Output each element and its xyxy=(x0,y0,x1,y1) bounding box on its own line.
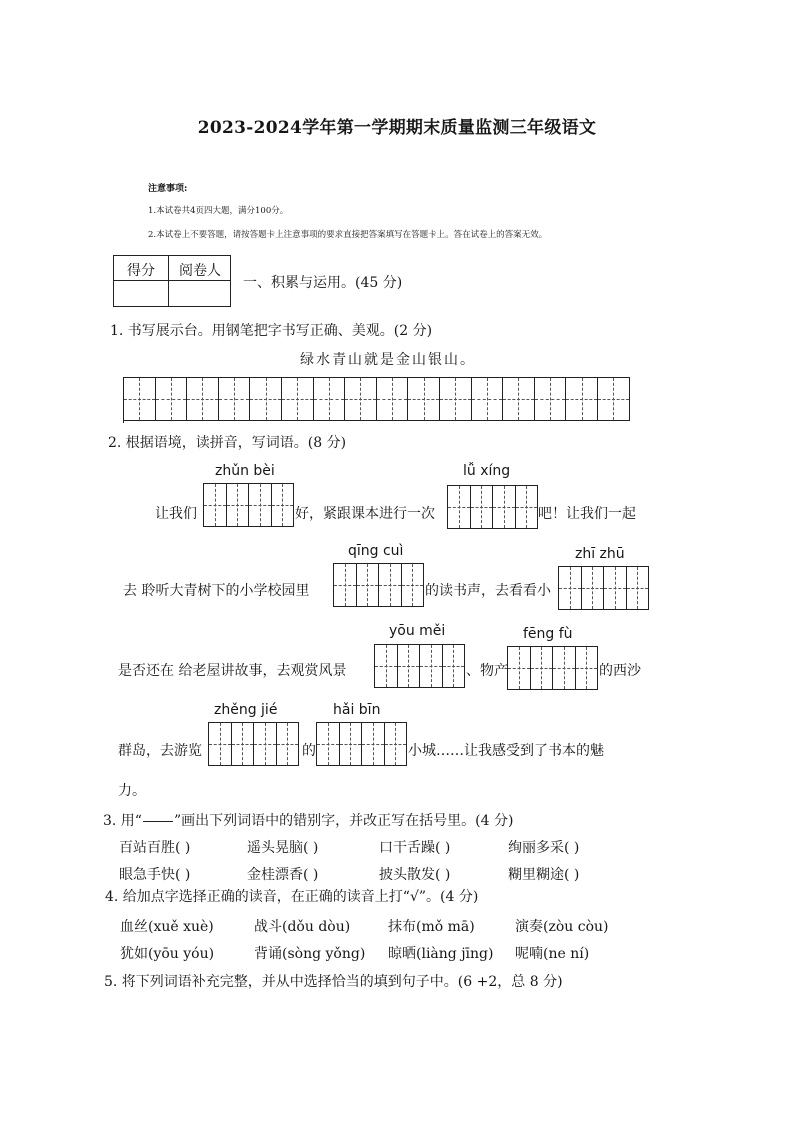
question-1: 1. 书写展示台。用钢笔把字书写正确、美观。(2 分) xyxy=(110,323,433,339)
pinyin-qingcui: qīng cuì xyxy=(348,543,404,559)
q4-item: 演奏(zòu còu) xyxy=(515,919,609,935)
pinyin-zhengjie: zhěng jié xyxy=(214,702,278,718)
answer-box-lvxing[interactable] xyxy=(447,485,538,529)
q2-line3-a: 是否还在 给老屋讲故事，去观赏风景 xyxy=(118,663,347,679)
question-5: 5. 将下列词语补充完整，并从中选择恰当的填到句子中。(6 +2，总 8 分) xyxy=(104,974,563,990)
q4-item: 呢喃(ne ní) xyxy=(515,946,590,962)
answer-box-zhizhu[interactable] xyxy=(558,566,649,610)
q2-line1-b: 好，紧跟课本进行一次 xyxy=(295,506,435,522)
writing-cell[interactable] xyxy=(345,377,377,421)
writing-cell[interactable] xyxy=(503,377,535,421)
writing-cell[interactable] xyxy=(187,377,219,421)
writing-grid[interactable] xyxy=(123,377,630,423)
writing-cell[interactable] xyxy=(156,377,188,421)
answer-box-haibin[interactable] xyxy=(316,722,407,766)
writing-cell[interactable] xyxy=(219,377,251,421)
notice-item-2: 2.本试卷上不要答题，请按答题卡上注意事项的要求直接把答案填写在答题卡上。答在试卷上的答案无效。 xyxy=(148,230,548,240)
q3-item: 糊里糊途( ) xyxy=(508,867,580,883)
q2-line4-b: 的 xyxy=(302,743,316,759)
q2-line5: 力。 xyxy=(118,783,146,799)
pinyin-zhunbei: zhǔn bèi xyxy=(215,463,275,479)
q3-item: 金桂漂香( ) xyxy=(247,867,319,883)
score-label: 得分 xyxy=(127,263,155,279)
q2-line2-b: 的读书声，去看看小 xyxy=(425,583,551,599)
question-2: 2. 根据语境，读拼音，写词语。(8 分) xyxy=(108,435,347,451)
q3-item: 百站百胜( ) xyxy=(119,840,191,856)
writing-cell[interactable] xyxy=(408,377,440,421)
writing-cell[interactable] xyxy=(566,377,598,421)
q2-line4-a: 群岛，去游览 xyxy=(118,743,202,759)
writing-cell[interactable] xyxy=(535,377,567,421)
q3-item: 眼急手快( ) xyxy=(119,867,191,883)
writing-cell[interactable] xyxy=(250,377,282,421)
q2-line3-c: 的西沙 xyxy=(599,663,641,679)
q4-item: 背诵(sòng yǒng) xyxy=(254,946,366,962)
q3-item: 绚丽多采( ) xyxy=(508,840,580,856)
pinyin-lvxing: lǚ xíng xyxy=(463,463,511,479)
grader-label: 阅卷人 xyxy=(179,263,221,279)
writing-cell[interactable] xyxy=(314,377,346,421)
answer-box-fengfu[interactable] xyxy=(507,646,598,690)
answer-box-zhunbei[interactable] xyxy=(203,483,294,527)
q2-line4-c: 小城……让我感受到了书本的魅 xyxy=(408,743,604,759)
q4-item: 战斗(dǒu dòu) xyxy=(254,919,351,935)
question-3 xyxy=(103,810,513,830)
q3-item: 口干舌躁( ) xyxy=(379,840,451,856)
writing-cell[interactable] xyxy=(124,377,156,421)
section-heading: 一、积累与运用。(45 分) xyxy=(243,275,403,291)
answer-box-qingcui[interactable] xyxy=(333,563,424,607)
pinyin-haibin: hǎi bīn xyxy=(333,702,381,718)
writing-cell[interactable] xyxy=(282,377,314,421)
q3-item: 披头散发( ) xyxy=(379,867,451,883)
writing-cell[interactable] xyxy=(377,377,409,421)
q4-item: 犹如(yōu yóu) xyxy=(120,946,215,962)
q2-line1-c: 吧！让我们一起 xyxy=(538,506,636,522)
pinyin-zhizhu: zhī zhū xyxy=(575,546,625,562)
notice-item-1: 1.本试卷共4页四大题，满分100分。 xyxy=(148,206,289,216)
page-title: 2023-2024学年第一学期期末质量监测三年级语文 xyxy=(197,118,597,138)
writing-cell[interactable] xyxy=(598,377,630,421)
underline-sample xyxy=(143,821,173,822)
pinyin-youmei: yōu měi xyxy=(389,623,446,639)
writing-cell[interactable] xyxy=(472,377,504,421)
q2-line1-a: 让我们 xyxy=(155,506,197,522)
q2-line3-b: 、物产 xyxy=(466,663,508,679)
notice-heading: 注意事项: xyxy=(148,184,188,194)
question-3-prefix: 3. 用“ xyxy=(103,813,142,829)
score-box xyxy=(113,255,231,307)
copy-sentence: 绿水青山就是金山银山。 xyxy=(300,352,476,368)
pinyin-fengfu: fēng fù xyxy=(523,626,573,642)
q4-item: 抹布(mǒ mā) xyxy=(388,919,475,935)
q4-item: 血丝(xuě xuè) xyxy=(120,919,214,935)
q4-item: 晾晒(liàng jīng) xyxy=(388,946,494,962)
q3-item: 遥头晃脑( ) xyxy=(247,840,319,856)
writing-cell[interactable] xyxy=(440,377,472,421)
question-3-suffix: ”画出下列词语中的错别字，并改正写在括号里。(4 分) xyxy=(173,813,514,829)
q2-line2-a: 去 聆听大青树下的小学校园里 xyxy=(123,583,310,599)
question-4: 4. 给加点字选择正确的读音，在正确的读音上打“√”。(4 分) xyxy=(105,889,479,905)
answer-box-zhengjie[interactable] xyxy=(208,722,299,766)
answer-box-youmei[interactable] xyxy=(374,644,465,688)
